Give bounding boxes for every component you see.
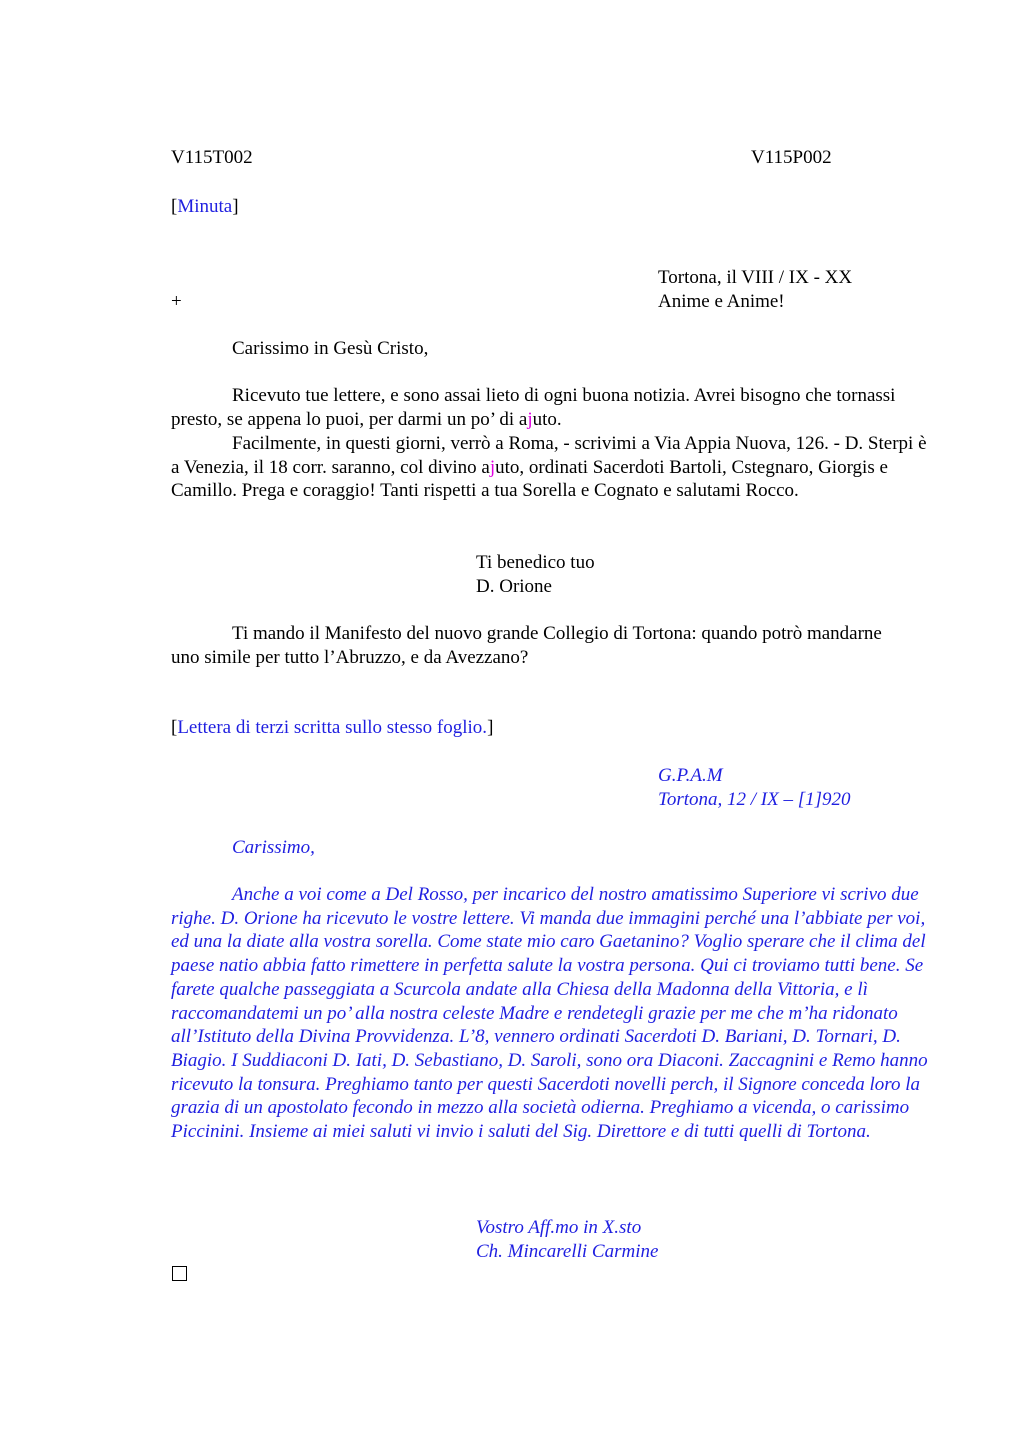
- right-code: V115P002: [751, 147, 832, 168]
- second-letter-closing: Vostro Aff.mo in X.sto: [476, 1217, 642, 1238]
- date-line: Tortona, il VIII / IX - XX: [658, 267, 853, 288]
- letter-paragraph-2: Facilmente, in questi giorni, verrò a Roma, - scrivimi a Via Appia Nuova, 126. - D. Sterpi è a Venezia, il 18 corr. saranno, col divino ajuto, ordinati Sacerdoti Bartoli, Cstegnaro, Giorgis e Camillo. Prega e coraggio! Tanti rispetti a tua Sorella e Cognato e salutami Rocco.: [171, 433, 927, 502]
- second-letter-date: Tortona, 12 / IX – [1]920: [658, 789, 851, 810]
- letter-paragraph-1: Ricevuto tue lettere, e sono assai lieto di ogni buona notizia. Avrei bisogno che tornassi presto, se appena lo puoi, per darmi un po’ di ajuto.: [171, 385, 896, 430]
- second-letter-body: Anche a voi come a Del Rosso, per incarico del nostro amatissimo Superiore vi scrivo due righe. D. Orione ha ricevuto le vostre lettere. Vi manda due immagini perché una l’abbiate per voi, ed una la diate alla vostra sorella. Come state mio caro Gaetanino? Voglio sperare che il clima del paese natio abbia fatto rimettere in perfetta salute la vostra persona. Qui ci troviamo tutti bene. Se farete qualche passeggiata a Scurcola andate alla Chiesa della Madonna della Vittoria, e lì raccomandatemi un po’ alla nostra celeste Madre e rendetegli grazie per me che m’ha ridonato all’Istituto della Divina Provvidenza. L’8, vennero ordinati Sacerdoti D. Bariani, D. Tornari, D. Biagio. I Suddiaconi D. Iati, D. Sebastiano, D. Saroli, sono ora Diaconi. Zaccagnini e Remo hanno ricevuto la tonsura. Preghiamo tanto per questi Sacerdoti novelli perch, il Signore conceda loro la grazia di un apostolato fecondo in mezzo alla società odierna. Preghiamo a vicenda, o carissimo Piccinini. Insieme ai miei saluti vi invio i saluti del Sig. Direttore e di tutti quelli di Tortona.: [171, 884, 928, 1143]
- salutation: Carissimo in Gesù Cristo,: [232, 338, 429, 359]
- end-box-icon: [172, 1266, 187, 1281]
- left-code: V115T002: [171, 147, 253, 168]
- minuta-label: [Minuta]: [171, 196, 239, 217]
- second-letter-salutation: Carissimo,: [232, 837, 315, 858]
- cross-symbol: +: [171, 291, 182, 312]
- closing-line-1: Ti benedico tuo: [476, 552, 595, 573]
- motto: Anime e Anime!: [658, 291, 785, 312]
- editorial-note: [Lettera di terzi scritta sullo stesso foglio.]: [171, 717, 494, 738]
- postscript: Ti mando il Manifesto del nuovo grande Collegio di Tortona: quando potrò mandarne uno simile per tutto l’Abruzzo, e da Avezzano?: [171, 623, 882, 668]
- second-letter-heading: G.P.A.M: [658, 765, 723, 786]
- second-letter-signature: Ch. Mincarelli Carmine: [476, 1241, 659, 1262]
- signature: D. Orione: [476, 576, 552, 597]
